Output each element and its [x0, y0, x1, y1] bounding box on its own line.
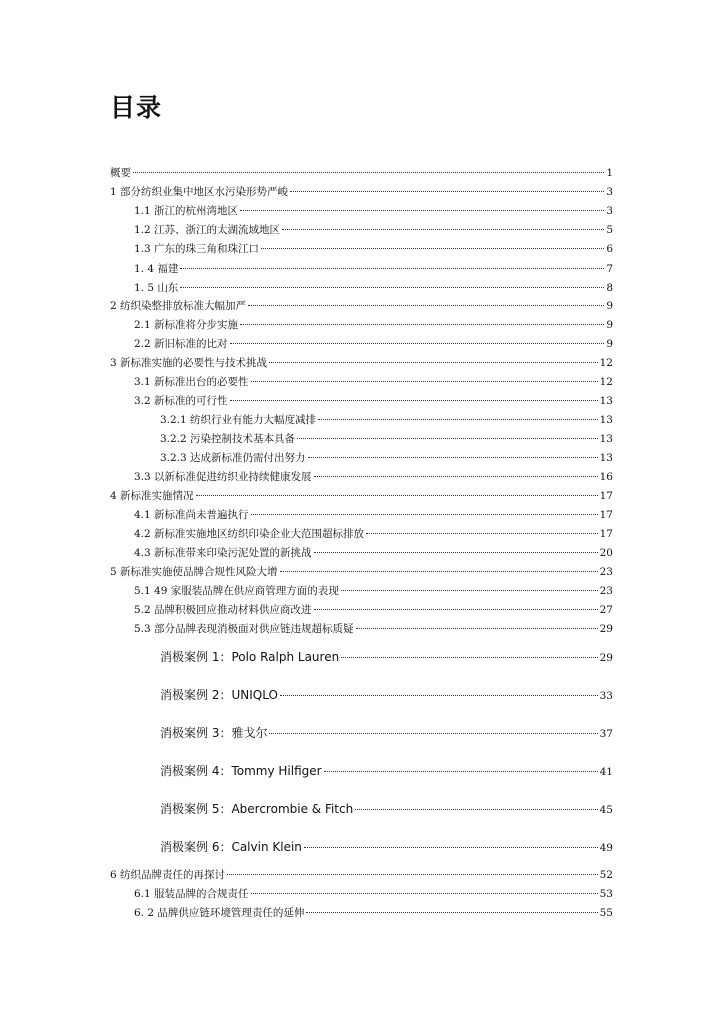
dot-leader	[366, 533, 598, 534]
toc-entry-label: 1. 4 福建	[134, 263, 179, 275]
toc-entry-page: 9	[606, 319, 613, 331]
toc-entry-page: 55	[599, 907, 613, 919]
toc-entry-label: 3.2.2 污染控制技术基本具备	[160, 433, 296, 445]
dot-leader	[355, 809, 597, 810]
toc-entry-page: 5	[606, 224, 613, 236]
dot-leader	[261, 248, 604, 249]
toc-entry-label: 6 纺织品牌责任的再探讨	[110, 869, 226, 881]
dot-leader	[251, 381, 598, 382]
dot-leader	[196, 495, 598, 496]
dot-leader	[240, 210, 604, 211]
toc-entry-page: 37	[599, 728, 613, 740]
dot-leader	[269, 362, 598, 363]
dot-leader	[306, 912, 597, 913]
toc-entry-label: 2 纺织染整排放标准大幅加严	[110, 300, 247, 312]
toc-entry-2-2[interactable]	[134, 337, 613, 351]
toc-entry-page: 6	[606, 243, 613, 255]
dot-leader	[341, 590, 598, 591]
toc-entry-1-1[interactable]	[134, 204, 613, 218]
dot-leader	[227, 874, 598, 875]
toc-entry-page: 1	[606, 167, 613, 179]
toc-entry-label: 消极案例 2：UNIQLO	[160, 688, 278, 702]
toc-entry-label: 6. 2 品牌供应链环境管理责任的延伸	[134, 907, 305, 919]
page-title: 目录	[110, 93, 163, 122]
toc-entry-3-3[interactable]	[134, 470, 613, 484]
toc-entry-page: 45	[599, 804, 613, 816]
toc-entry-3-2-2[interactable]	[160, 432, 613, 446]
toc-entry-4-2[interactable]	[134, 527, 613, 541]
toc-entry-label: 2.2 新旧标准的比对	[134, 338, 228, 350]
toc-entry-label: 5.1 49 家服装品牌在供应商管理方面的表现	[134, 585, 339, 597]
toc-entry-page: 3	[606, 205, 613, 217]
toc-entry-label: 4 新标准实施情况	[110, 490, 194, 502]
toc-entry-label: 消极案例 1：Polo Ralph Lauren	[160, 650, 340, 664]
toc-entry-case-2[interactable]	[160, 688, 613, 702]
toc-entry-1-4[interactable]	[134, 262, 613, 276]
toc-entry-label: 3.2 新标准的可行性	[134, 395, 228, 407]
toc-entry-page: 13	[599, 433, 613, 445]
dot-leader	[230, 400, 598, 401]
dot-leader	[304, 847, 598, 848]
dot-leader	[251, 893, 598, 894]
toc-entry-6-2[interactable]	[134, 906, 613, 920]
dot-leader	[324, 771, 598, 772]
toc-entry-page: 13	[599, 414, 613, 426]
toc-entry-page: 33	[599, 690, 613, 702]
toc-entry-case-6[interactable]	[160, 840, 613, 854]
toc-entry-5-3[interactable]	[134, 622, 613, 636]
dot-leader	[280, 695, 598, 696]
toc-entry-3-2-1[interactable]	[160, 413, 613, 427]
dot-leader	[314, 609, 598, 610]
dot-leader	[180, 268, 604, 269]
toc-entry-label: 4.3 新标准带来印染污泥处置的新挑战	[134, 547, 312, 559]
toc-entry-page: 9	[606, 300, 613, 312]
toc-entry-summary[interactable]	[110, 166, 613, 180]
toc-entry-2-1[interactable]	[134, 318, 613, 332]
dot-leader	[230, 343, 605, 344]
toc-entry-page: 52	[599, 869, 613, 881]
toc-entry-label: 5.2 品牌积极回应推动材料供应商改进	[134, 604, 312, 616]
toc-entry-case-1[interactable]	[160, 650, 613, 664]
dot-leader	[290, 191, 604, 192]
toc-entry-5-1[interactable]	[134, 584, 613, 598]
dot-leader	[269, 733, 597, 734]
toc-entry-page: 49	[599, 842, 613, 854]
toc-entry-label: 1.3 广东的珠三角和珠江口	[134, 243, 260, 255]
toc-entry-label: 概要	[110, 167, 131, 179]
dot-leader	[314, 552, 598, 553]
dot-leader	[297, 438, 598, 439]
toc-entry-page: 7	[606, 263, 613, 275]
toc-entry-label: 1 部分纺织业集中地区水污染形势严峻	[110, 186, 289, 198]
toc-entry-page: 23	[599, 585, 613, 597]
toc-entry-2[interactable]	[110, 299, 613, 313]
toc-entry-3-2-3[interactable]	[160, 451, 613, 465]
toc-entry-page: 12	[599, 357, 613, 369]
toc-entry-page: 13	[599, 452, 613, 464]
toc-entry-label: 1.1 浙江的杭州湾地区	[134, 205, 239, 217]
toc-entry-label: 消极案例 5：Abercrombie & Fitch	[160, 802, 354, 816]
toc-entry-4-1[interactable]	[134, 508, 613, 522]
toc-entry-page: 12	[599, 376, 613, 388]
toc-entry-6[interactable]	[110, 868, 613, 882]
dot-leader	[282, 229, 604, 230]
toc-entry-label: 消极案例 6：Calvin Klein	[160, 840, 302, 854]
toc-entry-1-3[interactable]	[134, 242, 613, 256]
toc-entry-6-1[interactable]	[134, 887, 613, 901]
toc-entry-page: 53	[599, 888, 613, 900]
toc-entry-page: 13	[599, 395, 613, 407]
dot-leader	[308, 457, 598, 458]
toc-entry-case-3[interactable]	[160, 726, 613, 740]
toc-entry-label: 3 新标准实施的必要性与技术挑战	[110, 357, 268, 369]
toc-entry-1-5[interactable]	[134, 281, 613, 295]
dot-leader	[318, 419, 598, 420]
toc-entry-3[interactable]	[110, 356, 613, 370]
dot-leader	[240, 324, 604, 325]
toc-entry-label: 5.3 部分品牌表现消极面对供应链违规超标质疑	[134, 623, 354, 635]
toc-entry-page: 29	[599, 623, 613, 635]
toc-entry-5[interactable]	[110, 565, 613, 579]
toc-entry-page: 9	[606, 338, 613, 350]
toc-entry-5-2[interactable]	[134, 603, 613, 617]
dot-leader	[248, 305, 604, 306]
toc-entry-label: 3.3 以新标准促进纺织业持续健康发展	[134, 471, 312, 483]
toc-entry-3-1[interactable]	[134, 375, 613, 389]
toc-entry-page: 41	[599, 766, 613, 778]
toc-entry-page: 17	[599, 509, 613, 521]
toc-entry-label: 1.2 江苏、浙江的太湖流域地区	[134, 224, 281, 236]
toc-entry-page: 8	[606, 282, 613, 294]
toc-entry-label: 3.2.1 纺织行业有能力大幅度减排	[160, 414, 317, 426]
toc-entry-label: 1. 5 山东	[134, 282, 179, 294]
toc-entry-page: 27	[599, 604, 613, 616]
toc-entry-label: 消极案例 4：Tommy Hilfiger	[160, 764, 322, 778]
toc-entry-label: 5 新标准实施使品牌合规性风险大增	[110, 566, 278, 578]
toc-entry-label: 消极案例 3：雅戈尔	[160, 726, 268, 740]
toc-entry-page: 16	[599, 471, 613, 483]
dot-leader	[133, 172, 604, 173]
dot-leader	[341, 657, 597, 658]
toc-entry-page: 17	[599, 528, 613, 540]
toc-entry-label: 6.1 服装品牌的合规责任	[134, 888, 249, 900]
toc-entry-page: 23	[599, 566, 613, 578]
dot-leader	[314, 476, 598, 477]
toc-entry-case-5[interactable]	[160, 802, 613, 816]
toc-entry-case-4[interactable]	[160, 764, 613, 778]
toc-entry-page: 17	[599, 490, 613, 502]
toc-entry-label: 3.1 新标准出台的必要性	[134, 376, 249, 388]
toc-entry-page: 20	[599, 547, 613, 559]
toc-entry-label: 4.1 新标准尚未普遍执行	[134, 509, 249, 521]
dot-leader	[356, 628, 598, 629]
toc-entry-label: 2.1 新标准将分步实施	[134, 319, 239, 331]
toc-entry-4-3[interactable]	[134, 546, 613, 560]
toc-entry-1-2[interactable]	[134, 223, 613, 237]
toc-entry-4[interactable]	[110, 489, 613, 503]
toc-entry-3-2[interactable]	[134, 394, 613, 408]
dot-leader	[251, 514, 598, 515]
toc-entry-label: 3.2.3 达成新标准仍需付出努力	[160, 452, 306, 464]
toc-entry-page: 3	[606, 186, 613, 198]
dot-leader	[280, 571, 598, 572]
dot-leader	[180, 287, 604, 288]
toc-entry-label: 4.2 新标准实施地区纺织印染企业大范围超标排放	[134, 528, 365, 540]
toc-entry-1[interactable]	[110, 185, 613, 199]
toc-entry-page: 29	[599, 652, 613, 664]
